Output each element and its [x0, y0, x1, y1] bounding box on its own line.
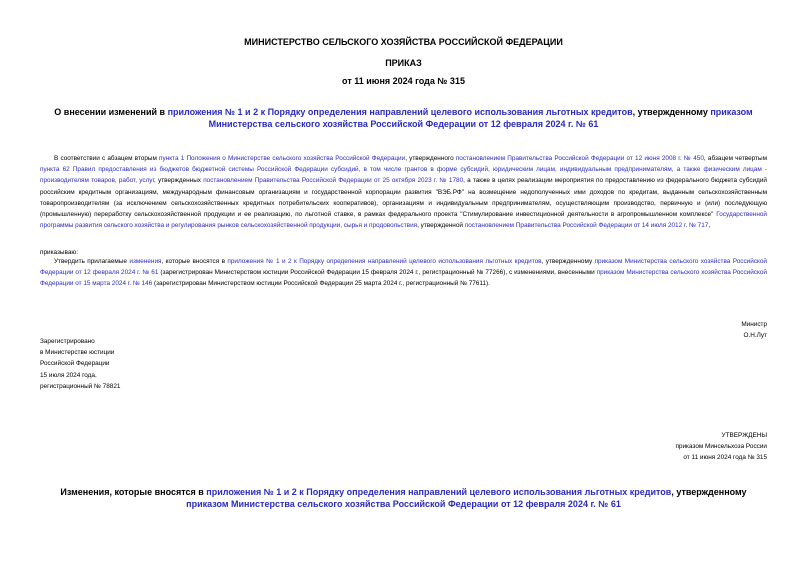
link-decree-450[interactable]: постановлением Правительства Российской Федерации от 12 июня 2008 г. № 450 — [455, 155, 704, 162]
order-text: (зарегистрирован Министерством юстиции Российской Федерации 15 февраля 2024 г., регистрационный № 77266), с изменениями, внесенными — [158, 269, 597, 277]
preamble-text: , утвержденного — [405, 155, 456, 162]
preamble-text: В соответствии с абзацем вторым — [54, 155, 160, 162]
ministry-heading: МИНИСТЕРСТВО СЕЛЬСКОГО ХОЗЯЙСТВА РОССИЙСКОЙ ФЕДЕРАЦИИ — [244, 37, 563, 47]
order-text: (зарегистрирован Министерством юстиции Российской Федерации 25 марта 2024 г., регистрационный № 77611). — [152, 280, 490, 288]
title-text: О внесении изменений в — [54, 107, 168, 117]
preamble-text: , утвержденной — [417, 222, 465, 230]
link-appendices[interactable]: приложения № 1 и 2 к Порядку определения направлений целевого использования льготных кредитов — [227, 258, 542, 265]
doc-date-number: от 11 июня 2024 года № 315 — [342, 76, 465, 86]
order-paragraph — [40, 256, 767, 290]
order-text: , утвержденному — [541, 258, 595, 265]
preamble-paragraph — [40, 153, 767, 231]
signature-block — [741, 319, 767, 341]
registration-block — [40, 336, 120, 392]
preamble-text: , абзацем четвертым — [703, 155, 767, 162]
link-decree-717[interactable]: постановлением Правительства Российской Федерации от 14 июля 2012 г. № 717 — [464, 222, 709, 230]
link-order-61[interactable]: приказом Министерства сельского хозяйства Российской Федерации от 12 февраля 2024 г. № 61 — [40, 258, 767, 277]
changes-title-text: , утвержденному — [671, 487, 747, 497]
document-title — [40, 106, 767, 130]
link-changes[interactable]: изменения — [129, 258, 162, 265]
preamble-text: , а также в целях реализации мероприятия по предоставлению из федерального бюджета субсидий российским кредитным организациям, международным финансовым организациям и государственной корпорации развития "ВЭБ.РФ" на возмещение недополученных ими доходов по кредитам, выданным сельскохозяйственным товаропроизводителям (за исключением сельскохозяйственных кредитных потребительских кооперативов), организациям и индивидуальным предпринимателям, осуществляющим производство, первичную и (или) последующую (промышленную) переработку сельскохозяйственной продукции и ее реализацию, по льготной ставке, в рамках федерального проекта "Стимулирование инвестиционной деятельности в агропромышленном комплексе" — [40, 177, 767, 219]
registration-line: 15 июля 2024 года, — [40, 371, 97, 379]
registration-line: регистрационный № 78821 — [40, 382, 121, 390]
changes-title — [40, 486, 767, 510]
changes-title-link-order-61[interactable]: приказом Министерства сельского хозяйства Российской Федерации от 12 февраля 2024 г. № 61 — [186, 499, 621, 509]
title-link-order-61[interactable]: приказом Министерства сельского хозяйства Российской Федерации от 12 февраля 2024 г. № 61 — [208, 107, 753, 129]
approval-block — [675, 430, 767, 463]
link-decree-1780[interactable]: постановлением Правительства Российской Федерации от 25 октября 2023 г. № 1780 — [203, 177, 464, 185]
link-state-program[interactable]: Государственной программы развития сельского хозяйства и регулирования рынков сельскохозяйственной продукции, сырья и продовольствия — [40, 211, 767, 230]
registration-line: в Министерстве юстиции — [40, 349, 115, 357]
order-text: , которые вносятся в — [161, 258, 228, 265]
order-text: Утвердить прилагаемые — [54, 258, 130, 265]
title-text: , утвержденному — [632, 107, 711, 117]
link-order-146[interactable]: приказом Министерства сельского хозяйства Российской Федерации от 15 марта 2024 г. № 146 — [40, 269, 767, 288]
approval-line: УТВЕРЖДЕНЫ — [721, 432, 767, 439]
preamble-text: , утвержденных — [154, 177, 204, 185]
approval-line: приказом Минсельхоза России — [675, 443, 767, 450]
order-word: приказываю: — [40, 249, 78, 256]
changes-title-text: Изменения, которые вносятся в — [60, 487, 207, 497]
signature-role: Министр — [741, 321, 767, 328]
doc-type-heading: ПРИКАЗ — [385, 58, 422, 68]
title-link-appendices[interactable]: приложения № 1 и 2 к Порядку определения направлений целевого использования льготных кредитов — [167, 107, 633, 117]
changes-title-link-appendices[interactable]: приложения № 1 и 2 к Порядку определения направлений целевого использования льготных кредитов — [206, 487, 672, 497]
link-rules-62[interactable]: пункта 62 Правил предоставления из бюджетов бюджетной системы Российской Федерации субсидий, в том числе грантов в форме субсидий, юридическим лицам, индивидуальным предпринимателям, а также физическим лицам - производителям товаров, работ, услуг — [40, 166, 767, 185]
registration-line: Российской Федерации — [40, 360, 110, 368]
registration-line: Зарегистрировано — [40, 338, 95, 345]
preamble-text: , — [708, 222, 711, 230]
approval-line: от 11 июня 2024 года № 315 — [683, 454, 767, 461]
signature-name: О.Н.Лут — [743, 332, 767, 339]
link-ministry-regulation[interactable]: пункта 1 Положения о Министерстве сельского хозяйства Российской Федерации — [159, 155, 406, 162]
